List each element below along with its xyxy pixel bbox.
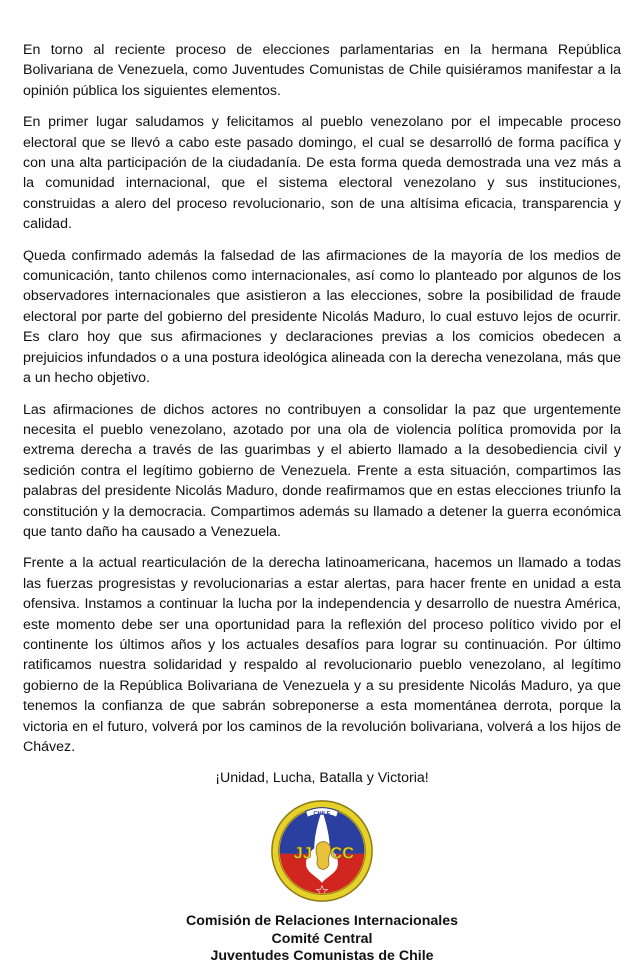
jjcc-emblem-icon [269,798,375,904]
paragraph-4: Las afirmaciones de dichos actores no contribuyen a consolidar la paz que urgentemente necesita el pueblo venezolano, azotado por una ola de violencia política promovida por la extrema derecha a través de las guarimbas y el abierto llamado a la desobediencia civil y sedición contra el legítimo gobierno de Venezuela. Frente a esta situación, compartimos las palabras del presidente Nicolás Maduro, donde reafirmamos que en estas elecciones triunfo la constitución y la democracia. Compartimos además su llamado a detener la guerra económica que tanto daño ha causado a Venezuela. [23,401,621,540]
paragraph-2: En primer lugar saludamos y felicitamos al pueblo venezolano por el impecable proceso electoral que se llevó a cabo este pasado domingo, el cual se desarrolló de forma pacífica y con una alta participación de la ciudadanía. De esta forma queda demostrada una vez más a la comunidad internacional, que el sistema electoral venezolano y sus instituciones, construidas a alero del proceso revolucionario, son de una altísima eficacia, transparencia y calidad. [23,114,621,233]
signature-line-2: Comité Central [271,930,373,947]
paragraph-3: Queda confirmado además la falsedad de las afirmaciones de la mayoría de los medios de comunicación, tanto chilenos como internacionales, así como lo planteado por algunos de los observadores internacionales que asistieron a las elecciones, sobre la posibilidad de fraude electoral por parte del gobierno del presidente Nicolás Maduro, lo cual estuvo lejos de ocurrir. Es claro hoy que sus afirmaciones y declaraciones previas a los comicios obedecen a prejuicios infundados o a una postura ideológica alineada con la derecha venezolana, más que a un hecho objetivo. [23,247,621,387]
signature-line-3: Juventudes Comunistas de Chile [210,948,434,965]
paragraph-5: Frente a la actual rearticulación de la derecha latinoamericana, hacemos un llamado a todas las fuerzas progresistas y revolucionarias a estar alertas, para hacer frente en unidad a esta ofensiva. Instamos a continuar la lucha por la independencia y desarrollo de nuestra América, este momento debe ser una oportunidad para la reflexión del proceso político vivido por el continente los últimos años y los actuales desafíos para lograr su continuación. Por último ratificamos nuestra solidaridad y respaldo al revolucionario pueblo venezolano, al legítimo gobierno de la República Bolivariana de Venezuela y a su presidente Nicolás Maduro, ya que tenemos la confianza de que sabrán sobreponerse a esta momentánea derrota, porque la victoria en el futuro, volverá por los caminos de la revolución bolivariana, volverá a los hijos de Chávez. [23,555,621,755]
paragraph-1: En torno al reciente proceso de elecciones parlamentarias en la hermana República Bolivariana de Venezuela, como Juventudes Comunistas de Chile quisiéramos manifestar a la opinión pública los siguientes elementos. [23,42,621,99]
portrait-icon [316,842,331,870]
emblem-container [23,798,621,904]
signature-block [23,913,621,966]
motto: ¡Unidad, Lucha, Batalla y Victoria! [215,770,429,787]
emblem-left-letters: JJ [293,845,312,864]
emblem-right-letters: CC [330,845,355,864]
letter [23,40,621,966]
emblem-banner-text: CHILE [313,811,331,818]
signature-line-1: Comisión de Relaciones Internacionales [185,913,458,930]
